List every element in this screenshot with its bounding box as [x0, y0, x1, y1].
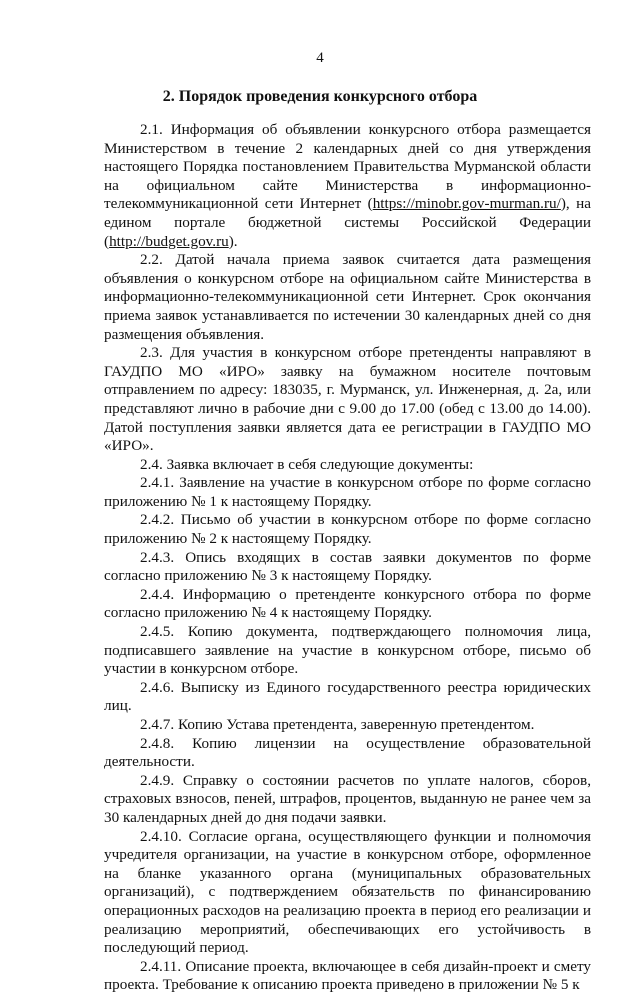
paragraph-2-4-10: 2.4.10. Согласие органа, осуществляющего функции и полномочия учредителя организации, на участие в конкурсном отборе, оформленное на бланке указанного органа (муниципальных образовательных организаций), с подтверждением обязательств по финансированию операционных расходов на реализацию проекта в период его реализации и реализацию мероприятий, обеспечивающих его устойчивость в последующий период.: [104, 827, 591, 957]
page-number: 4: [316, 50, 324, 66]
paragraph-2-2: 2.2. Датой начала приема заявок считается дата размещения объявления о конкурсном отборе на официальном сайте Министерства в информационно-телекоммуникационной сети Интернет. Срок окончания приема заявок устанавливается по истечении 30 календарных дней со дня размещения объявления.: [104, 251, 591, 343]
paragraph-text: ).: [228, 232, 238, 250]
paragraph-text: ), на едином портале бюджетной системы Российской Федерации (: [104, 195, 591, 250]
paragraph-2-4-6: 2.4.6. Выписку из Единого государственного реестра юридических лиц.: [104, 678, 591, 715]
budget-link[interactable]: http://budget.gov.ru: [109, 232, 229, 250]
paragraph-2-1: [104, 121, 591, 251]
section-heading: 2. Порядок проведения конкурсного отбора: [162, 88, 478, 105]
paragraph-2-4-4: 2.4.4. Информацию о претенденте конкурсного отбора по форме согласно приложению № 4 к настоящему Порядку.: [104, 585, 591, 622]
paragraph-2-4-2: 2.4.2. Письмо об участии в конкурсном отборе по форме согласно приложению № 2 к настоящему Порядку.: [104, 511, 591, 548]
paragraph-2-3: 2.3. Для участия в конкурсном отборе претенденты направляют в ГАУДПО МО «ИРО» заявку на бумажном носителе почтовым отправлением по адресу: 183035, г. Мурманск, ул. Инженерная, д. 2а, или представляют лично в рабочие дни с 9.00 до 17.00 (обед с 13.00 до 14.00). Датой поступления заявки является дата ее регистрации в ГАУДПО МО «ИРО».: [104, 344, 591, 455]
paragraph-2-4-5: 2.4.5. Копию документа, подтверждающего полномочия лица, подписавшего заявление на участие в конкурсном отборе, письмо об участии в конкурсном отборе.: [104, 623, 591, 678]
paragraph-2-4-8: 2.4.8. Копию лицензии на осуществление образовательной деятельности.: [104, 734, 591, 771]
paragraph-2-4-3: 2.4.3. Опись входящих в состав заявки документов по форме согласно приложению № 3 к настоящему Порядку.: [104, 548, 591, 585]
paragraph-2-4-7: 2.4.7. Копию Устава претендента, заверенную претендентом.: [140, 716, 535, 733]
minobr-link[interactable]: https://minobr.gov-murman.ru/: [372, 195, 561, 213]
paragraph-2-4: 2.4. Заявка включает в себя следующие документы:: [140, 455, 474, 473]
paragraph-text: 2.1. Информация об объявлении конкурсного отбора размещается Министерством в течение 2 календарных дней со дня утверждения настоящего Порядка постановлением Правительства Мурманской области на официальном сайте Министерства в информационно-телекоммуникационной сети Интернет (: [104, 121, 591, 213]
paragraph-2-4-9: 2.4.9. Справку о состоянии расчетов по уплате налогов, сборов, страховых взносов, пеней, штрафов, процентов, выданную не ранее чем за 30 календарных дней до дня подачи заявки.: [104, 771, 591, 826]
paragraph-2-4-1: 2.4.1. Заявление на участие в конкурсном отборе по форме согласно приложению № 1 к настоящему Порядку.: [104, 474, 591, 510]
document-body: [104, 121, 591, 995]
paragraph-2-4-11: 2.4.11. Описание проекта, включающее в себя дизайн-проект и смету проекта. Требование к описанию проекта приведено в приложении № 5 к: [104, 957, 591, 994]
